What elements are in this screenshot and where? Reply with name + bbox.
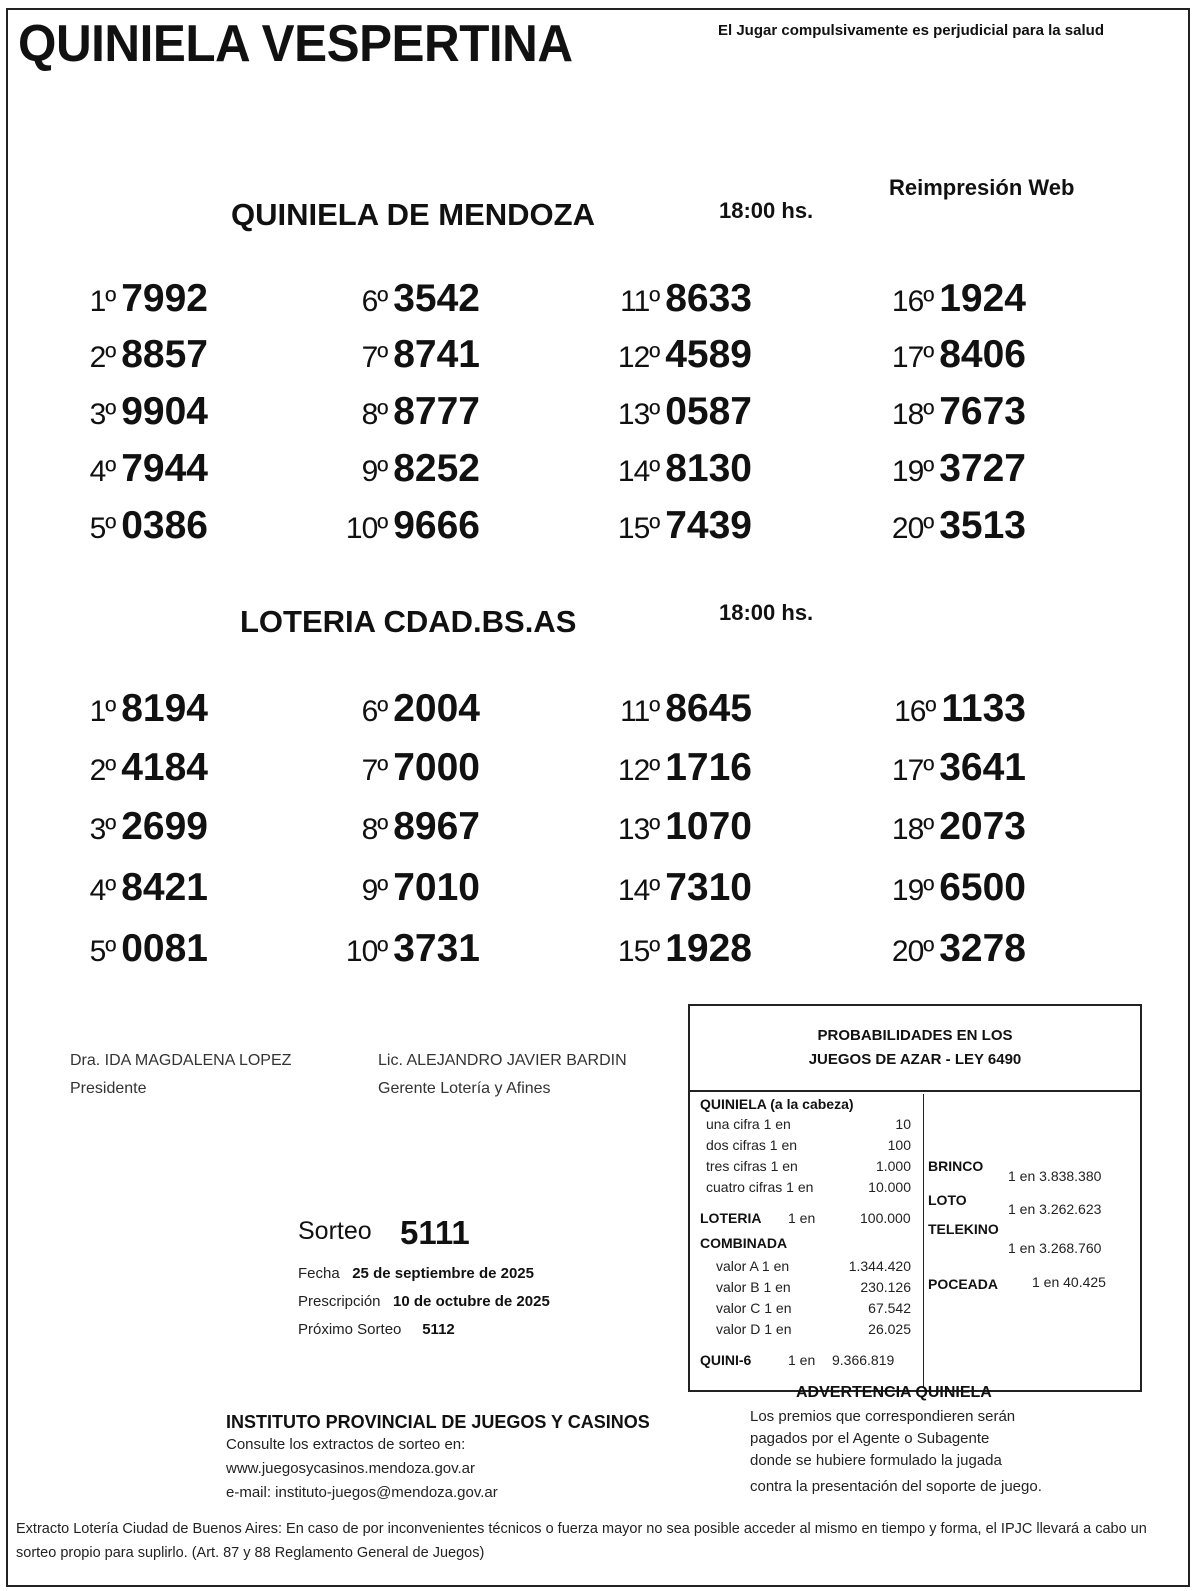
- president-role: Presidente: [70, 1080, 147, 1097]
- combinada-prob-label: valor B 1 en: [716, 1279, 791, 1295]
- advertencia-line3: donde se hubiere formulado la jugada: [750, 1452, 1002, 1469]
- next-draw-label: Próximo Sorteo: [298, 1321, 402, 1338]
- combinada-prob-value: 230.126: [860, 1279, 911, 1295]
- combinada-prob-label: valor D 1 en: [716, 1321, 792, 1337]
- result-cell: [270, 390, 480, 434]
- result-number: 8194: [121, 687, 208, 730]
- result-number: 8645: [665, 687, 752, 730]
- result-position: 15º: [617, 935, 660, 968]
- result-number: 8741: [393, 333, 480, 376]
- result-position: 9º: [361, 874, 388, 907]
- result-cell: [816, 866, 1026, 910]
- page-title: QUINIELA VESPERTINA: [18, 15, 573, 73]
- result-position: 14º: [617, 455, 660, 488]
- next-draw-number: 5112: [422, 1321, 455, 1338]
- manager-role: Gerente Lotería y Afines: [378, 1080, 551, 1097]
- result-position: 5º: [89, 935, 116, 968]
- result-number: 7673: [939, 390, 1026, 433]
- result-position: 9º: [361, 455, 388, 488]
- result-position: 11º: [620, 285, 660, 318]
- draw-date: 25 de septiembre de 2025: [352, 1265, 534, 1282]
- result-number: 2073: [939, 805, 1026, 848]
- brinco-label: BRINCO: [928, 1158, 984, 1174]
- result-position: 10º: [345, 935, 388, 968]
- result-cell: [270, 746, 480, 790]
- result-number: 6500: [939, 866, 1026, 909]
- reprint-label: Reimpresión Web: [889, 175, 1075, 200]
- result-number: 3641: [939, 746, 1026, 789]
- prescription-line: [298, 1293, 550, 1310]
- result-number: 9666: [393, 504, 480, 547]
- combinada-prob-label: valor A 1 en: [716, 1258, 790, 1274]
- result-position: 7º: [361, 754, 388, 787]
- quiniela-prob-label: cuatro cifras 1 en: [706, 1179, 814, 1195]
- result-cell: [270, 333, 480, 377]
- result-number: 3727: [939, 447, 1026, 490]
- quiniela-prob-value: 100: [887, 1137, 911, 1153]
- result-cell: [542, 805, 752, 849]
- result-cell: [542, 866, 752, 910]
- result-number: 7310: [665, 866, 752, 909]
- draw-date-label: Fecha: [298, 1265, 340, 1282]
- probabilities-left-column: [694, 1094, 924, 1388]
- draw-label: Sorteo: [298, 1217, 372, 1245]
- result-position: 17º: [891, 341, 934, 374]
- result-position: 18º: [891, 398, 934, 431]
- result-cell: [270, 927, 480, 971]
- result-cell: [816, 927, 1026, 971]
- mendoza-section-title: QUINIELA DE MENDOZA: [231, 197, 595, 232]
- result-position: 7º: [361, 341, 388, 374]
- result-cell: [0, 746, 208, 790]
- result-position: 3º: [89, 398, 116, 431]
- result-number: 7944: [121, 447, 208, 490]
- result-number: 8857: [121, 333, 208, 376]
- probabilities-box: [688, 1004, 1142, 1392]
- quiniela-prob-label: una cifra 1 en: [706, 1116, 791, 1132]
- result-number: 3731: [393, 927, 480, 970]
- result-number: 0386: [121, 504, 208, 547]
- result-number: 0081: [121, 927, 208, 970]
- quiniela-prob-value: 10: [895, 1116, 911, 1132]
- result-position: 13º: [617, 813, 660, 846]
- result-position: 10º: [345, 512, 388, 545]
- result-number: 1928: [665, 927, 752, 970]
- result-cell: [270, 687, 480, 731]
- result-number: 1716: [665, 746, 752, 789]
- result-number: 8130: [665, 447, 752, 490]
- result-cell: [542, 333, 752, 377]
- result-position: 11º: [620, 695, 660, 728]
- result-position: 15º: [617, 512, 660, 545]
- result-cell: [542, 390, 752, 434]
- quini6-prob-mid: 1 en: [788, 1352, 816, 1368]
- result-position: 20º: [891, 935, 934, 968]
- result-cell: [816, 333, 1026, 377]
- quiniela-prob-value: 10.000: [868, 1179, 911, 1195]
- result-cell: [0, 866, 208, 910]
- result-position: 18º: [891, 813, 934, 846]
- result-cell: [542, 447, 752, 491]
- manager-name: Lic. ALEJANDRO JAVIER BARDIN: [378, 1052, 627, 1069]
- draw-date-line: [298, 1265, 534, 1282]
- probabilities-title: [690, 1006, 1140, 1092]
- result-number: 1924: [939, 277, 1026, 320]
- result-cell: [542, 746, 752, 790]
- result-number: 1133: [941, 687, 1026, 730]
- quiniela-prob-label: dos cifras 1 en: [706, 1137, 798, 1153]
- result-number: 3513: [939, 504, 1026, 547]
- result-position: 19º: [891, 874, 934, 907]
- result-position: 2º: [89, 754, 116, 787]
- quini6-prob-value: 9.366.819: [832, 1352, 895, 1368]
- result-cell: [816, 447, 1026, 491]
- result-number: 8633: [665, 277, 752, 320]
- health-warning: El Jugar compulsivamente es perjudicial para la salud: [718, 22, 1104, 39]
- result-cell: [0, 277, 208, 321]
- result-cell: [542, 927, 752, 971]
- mendoza-draw-time: 18:00 hs.: [719, 198, 814, 223]
- result-cell: [816, 805, 1026, 849]
- bsas-section-title: LOTERIA CDAD.BS.AS: [240, 604, 577, 639]
- institute-consult: Consulte los extractos de sorteo en:: [226, 1436, 466, 1453]
- result-cell: [816, 390, 1026, 434]
- prescription-label: Prescripción: [298, 1293, 381, 1310]
- result-cell: [816, 277, 1026, 321]
- result-number: 8406: [939, 333, 1026, 376]
- result-number: 1070: [665, 805, 752, 848]
- combinada-prob-value: 1.344.420: [848, 1258, 911, 1274]
- result-number: 7992: [121, 277, 208, 320]
- result-cell: [816, 687, 1026, 731]
- result-position: 12º: [617, 754, 660, 787]
- telekino-value: 1 en 3.268.760: [1008, 1240, 1102, 1256]
- loteria-prob-label: LOTERIA: [700, 1210, 762, 1226]
- advertencia-line2: pagados por el Agente o Subagente: [750, 1430, 990, 1447]
- prescription-date: 10 de octubre de 2025: [393, 1293, 550, 1310]
- next-draw-line: [298, 1321, 455, 1338]
- result-position: 8º: [361, 398, 388, 431]
- result-position: 1º: [89, 285, 116, 318]
- quiniela-prob-value: 1.000: [875, 1158, 911, 1174]
- result-number: 0587: [665, 390, 752, 433]
- result-cell: [542, 687, 752, 731]
- result-cell: [0, 504, 208, 548]
- probabilities-title-line1: PROBABILIDADES EN LOS: [817, 1027, 1013, 1044]
- combinada-prob-value: 67.542: [868, 1300, 911, 1316]
- result-cell: [0, 927, 208, 971]
- loto-value: 1 en 3.262.623: [1008, 1201, 1102, 1217]
- loto-label: LOTO: [928, 1192, 967, 1208]
- result-number: 7010: [393, 866, 480, 909]
- result-number: 7000: [393, 746, 480, 789]
- result-position: 6º: [361, 285, 388, 318]
- result-number: 4184: [121, 746, 208, 789]
- quiniela-prob-label: tres cifras 1 en: [706, 1158, 798, 1174]
- institute-website[interactable]: www.juegosycasinos.mendoza.gov.ar: [226, 1460, 476, 1477]
- result-number: 3278: [939, 927, 1026, 970]
- quiniela-prob-title: QUINIELA (a la cabeza): [700, 1096, 854, 1112]
- result-position: 3º: [89, 813, 116, 846]
- telekino-label: TELEKINO: [928, 1221, 999, 1237]
- advertencia-line4: contra la presentación del soporte de juego.: [750, 1478, 1042, 1495]
- result-cell: [816, 746, 1026, 790]
- quini6-prob-label: QUINI-6: [700, 1352, 752, 1368]
- poceada-label: POCEADA: [928, 1276, 999, 1292]
- result-position: 2º: [89, 341, 116, 374]
- footer-note: Extracto Lotería Ciudad de Buenos Aires: En caso de por inconvenientes técnicos o fuerza mayor no sea posible acceder al mismo en tiempo y forma, el IPJC llevará a cabo un sorteo propio para suplirlo. (Art. 87 y 88 Reglamento General de Juegos): [16, 1521, 1147, 1561]
- probabilities-title-line2: JUEGOS DE AZAR - LEY 6490: [808, 1051, 1022, 1068]
- loteria-prob-mid: 1 en: [788, 1210, 816, 1226]
- advertencia-line1: Los premios que correspondieren serán: [750, 1408, 1016, 1425]
- result-position: 13º: [617, 398, 660, 431]
- result-cell: [270, 277, 480, 321]
- draw-number: 5111: [400, 1214, 470, 1251]
- combinada-prob-label: valor C 1 en: [716, 1300, 792, 1316]
- result-number: 9904: [121, 390, 208, 433]
- president-name: Dra. IDA MAGDALENA LOPEZ: [70, 1052, 292, 1069]
- result-number: 2699: [121, 805, 208, 848]
- result-position: 12º: [617, 341, 660, 374]
- result-cell: [816, 504, 1026, 548]
- result-number: 8967: [393, 805, 480, 848]
- result-number: 7439: [665, 504, 752, 547]
- institute-email[interactable]: e-mail: instituto-juegos@mendoza.gov.ar: [226, 1484, 498, 1501]
- result-cell: [0, 805, 208, 849]
- result-position: 19º: [891, 455, 934, 488]
- poceada-value: 1 en 40.425: [1032, 1274, 1106, 1290]
- result-position: 1º: [89, 695, 116, 728]
- result-cell: [542, 504, 752, 548]
- result-cell: [0, 390, 208, 434]
- result-position: 4º: [89, 874, 116, 907]
- brinco-value: 1 en 3.838.380: [1008, 1168, 1102, 1184]
- result-cell: [0, 687, 208, 731]
- result-position: 20º: [891, 512, 934, 545]
- result-position: 4º: [89, 455, 116, 488]
- result-cell: [0, 447, 208, 491]
- bsas-draw-time: 18:00 hs.: [719, 600, 814, 625]
- result-position: 16º: [891, 285, 934, 318]
- result-position: 14º: [617, 874, 660, 907]
- result-cell: [542, 277, 752, 321]
- result-position: 8º: [361, 813, 388, 846]
- advertencia-title: ADVERTENCIA QUINIELA: [796, 1384, 992, 1401]
- loteria-prob-value: 100.000: [860, 1210, 911, 1226]
- result-cell: [270, 866, 480, 910]
- combinada-prob-value: 26.025: [868, 1321, 911, 1337]
- result-number: 4589: [665, 333, 752, 376]
- result-cell: [0, 333, 208, 377]
- result-position: 5º: [89, 512, 116, 545]
- result-number: 8777: [393, 390, 480, 433]
- result-cell: [270, 805, 480, 849]
- result-number: 8421: [121, 866, 208, 909]
- result-position: 6º: [361, 695, 388, 728]
- result-number: 3542: [393, 277, 480, 320]
- result-number: 8252: [393, 447, 480, 490]
- result-number: 2004: [393, 687, 480, 730]
- combinada-prob-title: COMBINADA: [700, 1235, 788, 1251]
- result-position: 17º: [891, 754, 934, 787]
- result-cell: [270, 447, 480, 491]
- result-position: 16º: [894, 695, 936, 728]
- institute-title: INSTITUTO PROVINCIAL DE JUEGOS Y CASINOS: [226, 1412, 650, 1432]
- result-cell: [270, 504, 480, 548]
